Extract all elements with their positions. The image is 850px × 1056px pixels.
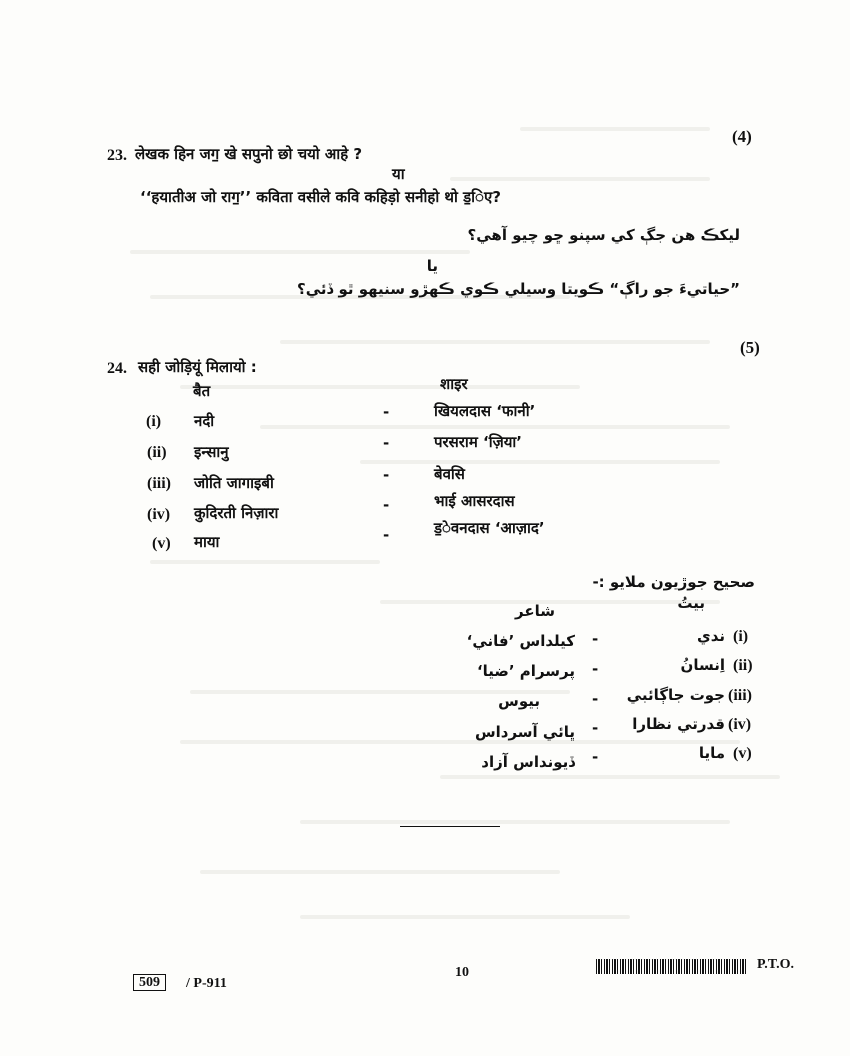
row-numeral: (iii) bbox=[147, 475, 171, 492]
q24-sindhi-col-left: بيتُ bbox=[677, 594, 705, 612]
row-numeral: (iii) bbox=[728, 687, 752, 704]
end-rule bbox=[400, 826, 500, 827]
q23-number: 23. bbox=[107, 147, 127, 164]
row-right: کيلداس ’فاني‘ bbox=[466, 632, 575, 650]
q23-marks: (4) bbox=[732, 127, 752, 146]
row-right: پرسرام ’ضيا‘ bbox=[476, 662, 575, 680]
row-numeral: (iv) bbox=[147, 506, 171, 523]
row-right: परसराम ‘ज़िया’ bbox=[434, 433, 523, 451]
q23-sindhi-text: ليکڪ ھن جڳ کي سپنو ڇو چيو آھي؟ bbox=[467, 226, 740, 244]
row-numeral: (ii) bbox=[733, 657, 753, 674]
row-left: जोति जागाइबी bbox=[194, 474, 274, 492]
row-dash: - bbox=[383, 466, 390, 484]
pto-label: P.T.O. bbox=[757, 957, 794, 972]
row-left: माया bbox=[194, 533, 220, 551]
row-left: مايا bbox=[698, 744, 725, 762]
row-right: बेवसि bbox=[434, 465, 465, 483]
q24-col-right: शाइर bbox=[440, 375, 468, 393]
barcode bbox=[596, 959, 746, 974]
q23-sindhi-or: يا bbox=[426, 257, 438, 275]
row-numeral: (iv) bbox=[728, 716, 752, 733]
paper-code: / P-911 bbox=[186, 976, 227, 991]
row-right: ڏيونداس آزاد bbox=[481, 753, 575, 771]
q24-sindhi-col-right: شاعر bbox=[515, 602, 555, 620]
row-left: اِنسانُ bbox=[680, 656, 725, 674]
question-code: 509 bbox=[133, 974, 166, 991]
q24-number: 24. bbox=[107, 360, 127, 377]
row-dash: - bbox=[592, 748, 599, 766]
row-dash: - bbox=[383, 403, 390, 421]
row-numeral: (i) bbox=[146, 413, 162, 430]
q24-title: सही जोड़ियूं मिलायो : bbox=[138, 358, 257, 376]
row-dash: - bbox=[592, 690, 599, 708]
row-left: कुदिरती निज़ारा bbox=[194, 504, 279, 522]
row-dash: - bbox=[592, 719, 599, 737]
row-dash: - bbox=[383, 496, 390, 514]
q24-sindhi-title: صحيح جوڙيون ملايو :- bbox=[592, 573, 755, 591]
row-right: بيوس bbox=[498, 692, 540, 710]
row-right: खियलदास ‘फानी’ bbox=[434, 402, 536, 420]
row-left: इन्सानु bbox=[194, 443, 229, 461]
row-dash: - bbox=[592, 630, 599, 648]
row-dash: - bbox=[592, 660, 599, 678]
row-right: ड॒ेवनदास ‘आज़ाद’ bbox=[434, 519, 545, 537]
row-numeral: (i) bbox=[733, 628, 749, 645]
row-dash: - bbox=[383, 434, 390, 452]
row-left: قدرتي نظارا bbox=[632, 715, 725, 733]
row-right: ڀائي آسرداس bbox=[474, 723, 575, 741]
row-dash: - bbox=[383, 526, 390, 544]
q23-alt-text: ‘‘हयातीअ जो राग॒’’ कविता वसीले कवि कहिड़ो सनीहो थो ड॒िए? bbox=[140, 188, 501, 206]
q23-text: लेखक हिन जग॒ खे सपुनो छो चयो आहे ? bbox=[135, 145, 363, 163]
row-left: جوت جاڳائبي bbox=[626, 686, 725, 704]
q23-sindhi-alt: ”حياتيءَ جو راڳ“ ڪويتا وسيلي ڪوي ڪھڙو سنيھو ٿو ڏئي؟ bbox=[297, 280, 740, 298]
row-numeral: (v) bbox=[733, 745, 752, 762]
q24-marks: (5) bbox=[740, 338, 760, 357]
row-left: नदी bbox=[194, 412, 215, 430]
page-number: 10 bbox=[455, 965, 469, 980]
row-left: ندي bbox=[696, 627, 725, 645]
row-numeral: (v) bbox=[152, 535, 171, 552]
q24-col-left: बैत bbox=[193, 382, 211, 400]
row-numeral: (ii) bbox=[147, 444, 167, 461]
q23-or: या bbox=[392, 165, 405, 183]
row-right: भाई आसरदास bbox=[434, 492, 515, 510]
